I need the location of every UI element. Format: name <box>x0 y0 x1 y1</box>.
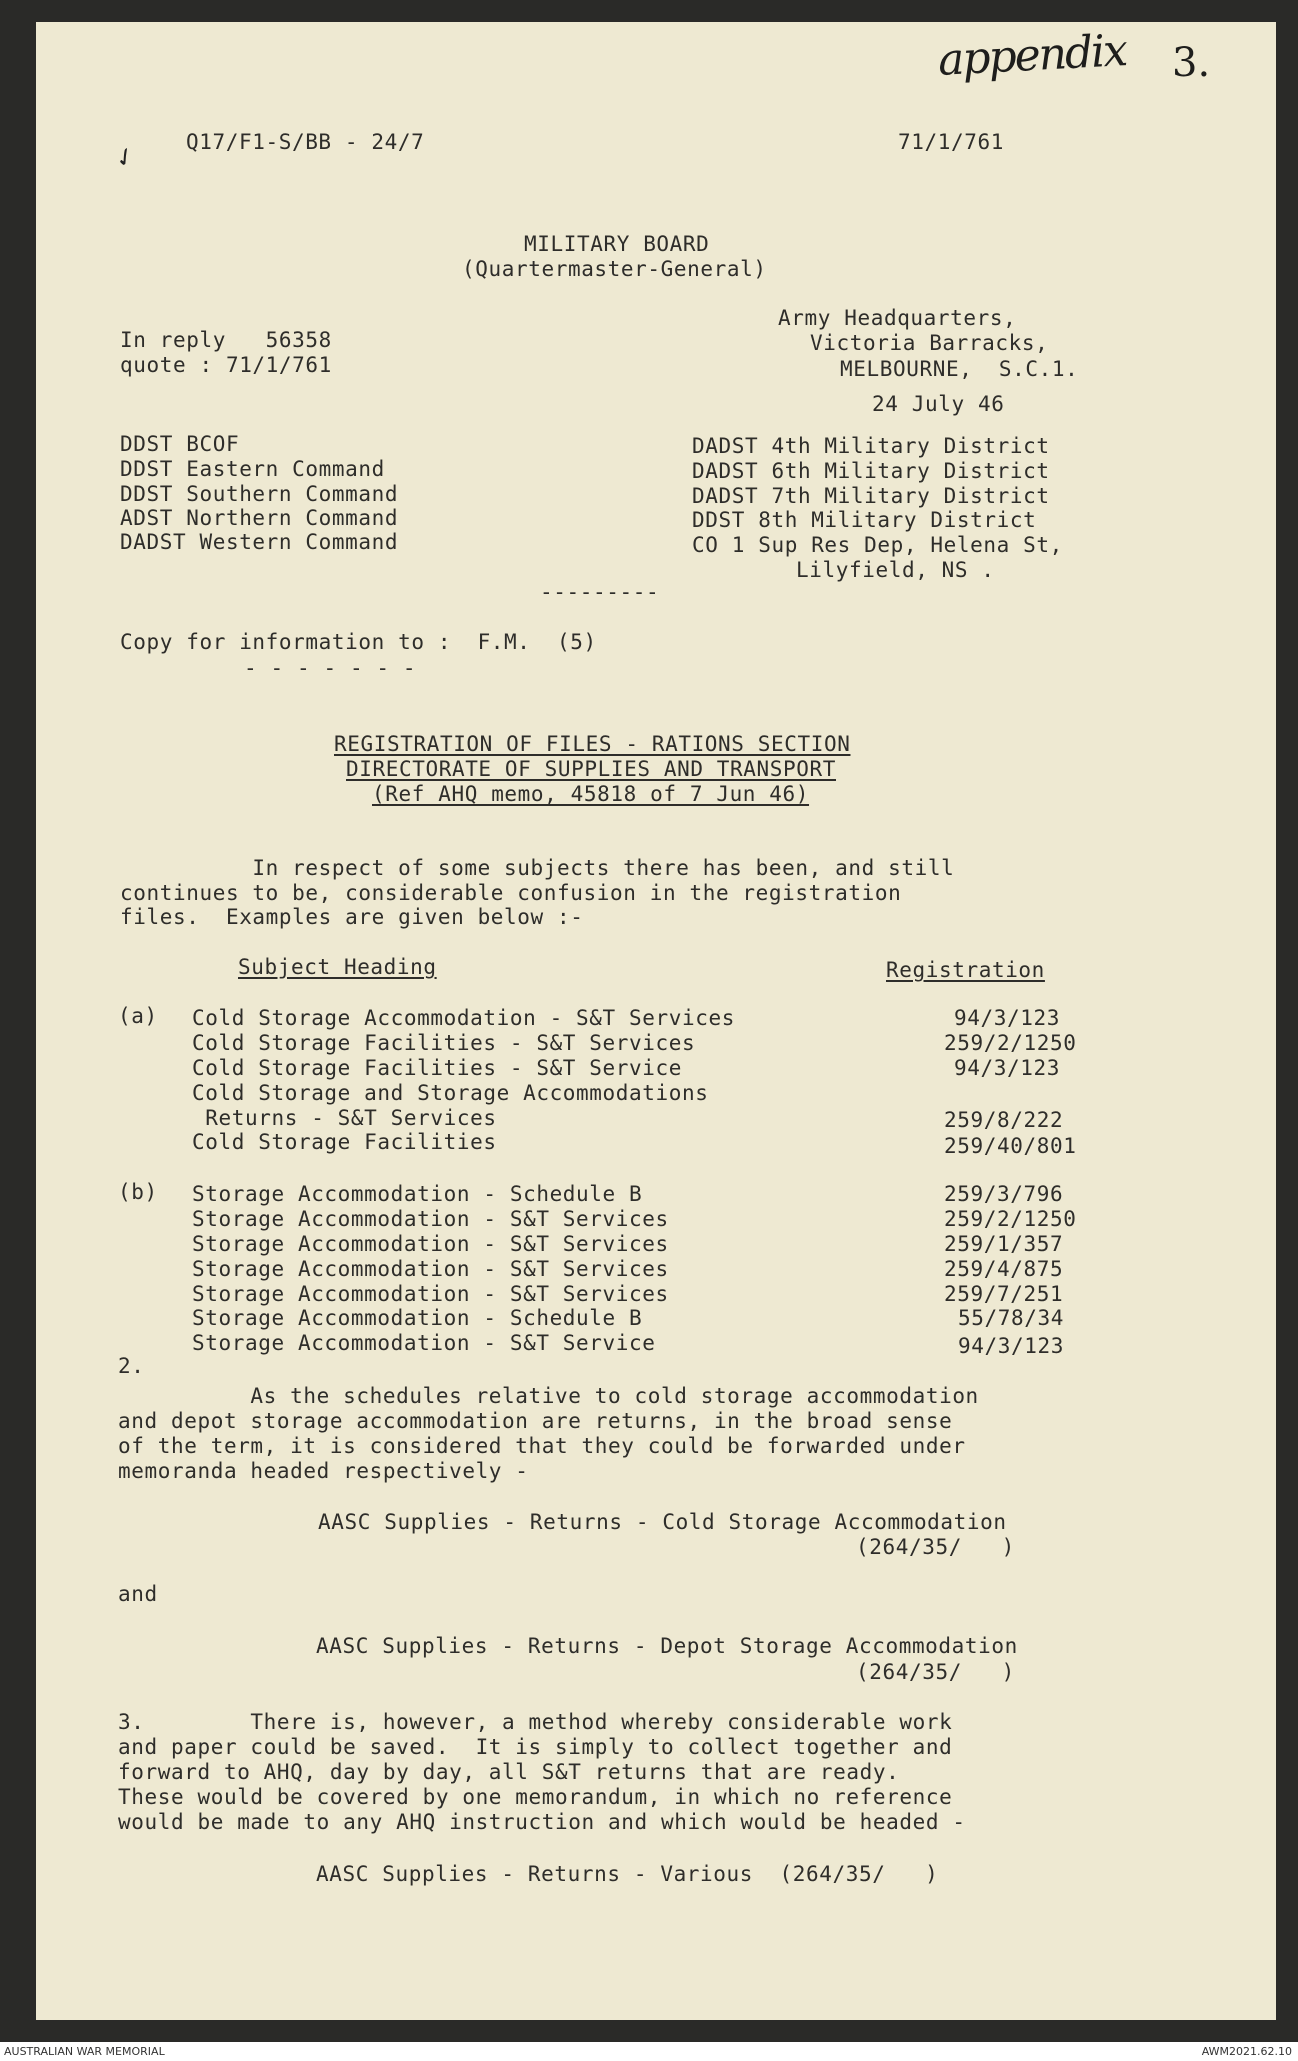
subject-title-line-2: DIRECTORATE OF SUPPLIES AND TRANSPORT <box>346 757 836 781</box>
group-b-subject: Storage Accommodation - S&T Services <box>192 1257 669 1281</box>
group-b-registration: 259/7/251 <box>944 1282 1064 1306</box>
copy-information: Copy for information to : F.M. (5) <box>120 630 597 654</box>
board-title: MILITARY BOARD <box>524 232 710 256</box>
paragraph-2-line: As the schedules relative to cold storage accommodation <box>118 1384 979 1408</box>
recipient-left: DADST Western Command <box>120 530 399 554</box>
copy-dashes: - - - - - - - <box>244 656 417 680</box>
paragraph-3-line: and paper could be saved. It is simply to collect together and <box>118 1735 953 1759</box>
group-b-registration: 94/3/123 <box>958 1334 1064 1358</box>
group-b-subject: Storage Accommodation - S&T Service <box>192 1331 656 1355</box>
separator-line: --------- <box>540 580 660 604</box>
group-a-registration: 259/8/222 <box>944 1108 1064 1132</box>
group-a-subject: Cold Storage Facilities <box>192 1130 497 1154</box>
group-b-registration: 259/3/796 <box>944 1182 1064 1206</box>
paragraph-2-number: 2. <box>118 1354 145 1378</box>
paragraph-3-line: would be made to any AHQ instruction and which would be headed - <box>118 1810 966 1834</box>
group-b-registration: 259/2/1250 <box>944 1207 1077 1231</box>
conjunction-and: and <box>118 1582 158 1606</box>
group-a-subject: Cold Storage and Storage Accommodations <box>192 1081 709 1105</box>
address-line-1: Army Headquarters, <box>778 306 1017 330</box>
subject-reference: (Ref AHQ memo, 45818 of 7 Jun 46) <box>372 782 810 806</box>
handwritten-annotation: appendix <box>936 25 1128 86</box>
document-date: 24 July 46 <box>872 392 1005 416</box>
group-a-registration: 94/3/123 <box>954 1056 1060 1080</box>
paragraph-3-line: forward to AHQ, day by day, all S&T returns that are ready. <box>118 1760 900 1784</box>
file-reference-right: 71/1/761 <box>898 130 1004 154</box>
address-line-3: MELBOURNE, S.C.1. <box>840 357 1079 381</box>
paragraph-3-line: These would be covered by one memorandum, in which no reference <box>118 1785 953 1809</box>
group-b-registration: 55/78/34 <box>958 1306 1064 1330</box>
handwritten-appendix-number: 3. <box>1172 40 1211 86</box>
group-a-registration: 94/3/123 <box>954 1006 1060 1030</box>
paragraph-2-line: memoranda headed respectively - <box>118 1459 529 1483</box>
group-a-registration: 259/2/1250 <box>944 1031 1077 1055</box>
subject-title-line-1: REGISTRATION OF FILES - RATIONS SECTION <box>334 732 851 756</box>
group-b-subject: Storage Accommodation - Schedule B <box>192 1182 643 1206</box>
address-line-2: Victoria Barracks, <box>810 331 1049 355</box>
group-b-registration: 259/1/357 <box>944 1232 1064 1256</box>
recipient-right: DADST 6th Military District <box>692 459 1050 483</box>
intro-line: In respect of some subjects there has been, and still <box>120 856 955 880</box>
paragraph-2-line: of the term, it is considered that they could be forwarded under <box>118 1434 966 1458</box>
group-a-subject: Cold Storage Facilities - S&T Service <box>192 1056 682 1080</box>
recipient-left: DDST Eastern Command <box>120 457 385 481</box>
group-b-subject: Storage Accommodation - S&T Services <box>192 1207 669 1231</box>
group-b-registration: 259/4/875 <box>944 1257 1064 1281</box>
board-department: (Quartermaster-General) <box>462 257 767 281</box>
footer-bar <box>0 2044 1298 2061</box>
footer-institution: AUSTRALIAN WAR MEMORIAL <box>4 2045 165 2058</box>
file-reference-left: Q17/F1-S/BB - 24/7 <box>186 130 425 154</box>
registration-column: Registration <box>886 958 1045 982</box>
group-a-label: (a) <box>118 1004 158 1028</box>
memo-heading-cold-storage: AASC Supplies - Returns - Cold Storage Accommodation <box>318 1510 1007 1534</box>
footer-accession-number: AWM2021.62.10 <box>1201 2045 1292 2058</box>
recipient-left: DDST BCOF <box>120 432 240 456</box>
scan-border-top <box>0 0 1298 24</box>
intro-line: files. Examples are given below :- <box>120 905 584 929</box>
reply-line-2: quote : 71/1/761 <box>120 353 332 377</box>
recipient-right: CO 1 Sup Res Dep, Helena St, <box>692 533 1063 557</box>
subject-heading-column: Subject Heading <box>238 955 437 979</box>
scan-border-left <box>0 0 36 2040</box>
intro-line: continues to be, considerable confusion in the registration <box>120 881 902 905</box>
group-a-registration: 259/40/801 <box>944 1134 1077 1158</box>
memo-heading-depot-storage: AASC Supplies - Returns - Depot Storage Accommodation <box>316 1634 1018 1658</box>
recipient-left: DDST Southern Command <box>120 482 399 506</box>
paragraph-2-line: and depot storage accommodation are returns, in the broad sense <box>118 1409 953 1433</box>
scan-border-bottom <box>0 2018 1298 2042</box>
group-a-subject: Cold Storage Accommodation - S&T Services <box>192 1006 735 1030</box>
recipient-right: DADST 7th Military District <box>692 484 1050 508</box>
pen-mark-icon: ✓ <box>108 137 140 176</box>
group-a-subject: Returns - S&T Services <box>192 1106 497 1130</box>
memo-heading-various: AASC Supplies - Returns - Various (264/35/ ) <box>316 1862 939 1886</box>
paragraph-3-line: 3. There is, however, a method whereby considerable work <box>118 1710 953 1734</box>
group-b-subject: Storage Accommodation - Schedule B <box>192 1306 643 1330</box>
group-a-subject: Cold Storage Facilities - S&T Services <box>192 1031 696 1055</box>
memo-heading-depot-storage-ref: (264/35/ ) <box>856 1660 1015 1684</box>
recipient-left: ADST Northern Command <box>120 506 399 530</box>
memo-heading-cold-storage-ref: (264/35/ ) <box>856 1535 1015 1559</box>
recipient-right: Lilyfield, NS . <box>796 558 995 582</box>
group-b-subject: Storage Accommodation - S&T Services <box>192 1232 669 1256</box>
group-b-label: (b) <box>118 1180 158 1204</box>
reply-line-1: In reply 56358 <box>120 328 332 352</box>
group-b-subject: Storage Accommodation - S&T Services <box>192 1282 669 1306</box>
recipient-right: DADST 4th Military District <box>692 434 1050 458</box>
scan-border-right <box>1274 0 1298 2040</box>
recipient-right: DDST 8th Military District <box>692 508 1037 532</box>
